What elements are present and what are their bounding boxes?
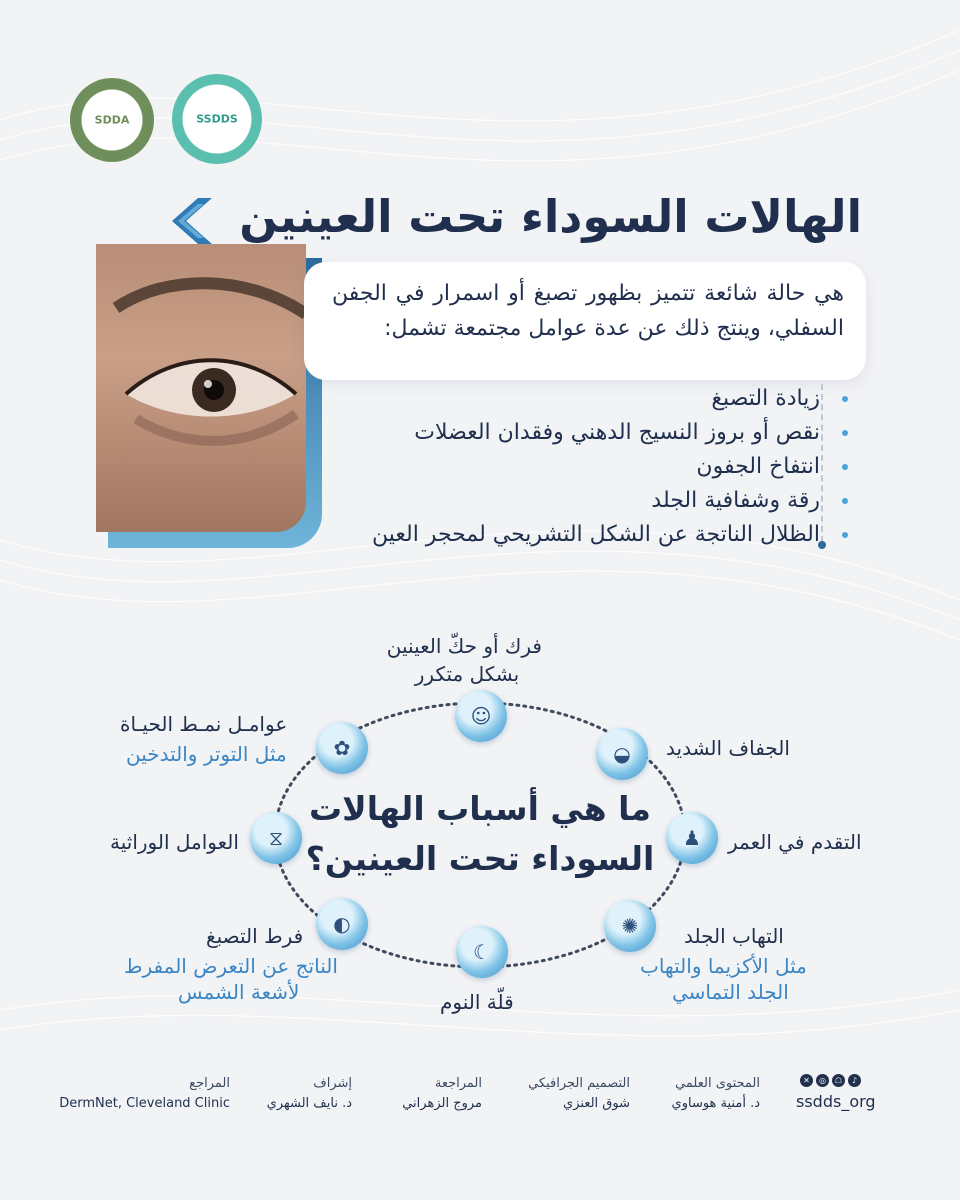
list-item bbox=[372, 416, 820, 450]
social-icons bbox=[800, 1074, 861, 1087]
bullet-dot-icon bbox=[842, 396, 848, 402]
list-item-text: رقة وشفافية الجلد bbox=[651, 488, 820, 513]
list-item-text: انتفاخ الجفون bbox=[696, 454, 820, 479]
x-icon[interactable]: ✕ bbox=[800, 1074, 813, 1087]
footer-review-heading: المراجعة bbox=[434, 1076, 482, 1091]
cause-lifestyle-sub: مثل التوتر والتدخين bbox=[126, 742, 287, 766]
tiktok-icon[interactable]: ♪ bbox=[848, 1074, 861, 1087]
social-handle[interactable]: ssdds_org bbox=[796, 1092, 876, 1111]
list-item-text: نقص أو بروز النسيج الدهني وفقدان العضلات bbox=[414, 420, 820, 445]
factor-list bbox=[372, 382, 820, 552]
snapchat-icon[interactable]: ☖ bbox=[832, 1074, 845, 1087]
footer-review bbox=[402, 1074, 482, 1114]
footer-content-heading: المحتوى العلمي bbox=[675, 1076, 760, 1091]
footer-design bbox=[528, 1074, 630, 1114]
lifestyle-icon: ✿ bbox=[316, 722, 368, 774]
sdda-logo-text: SDDA bbox=[94, 113, 130, 127]
sleeping-icon: ☾ bbox=[456, 926, 508, 978]
page-title: الهالات السوداء تحت العينين bbox=[239, 190, 862, 243]
skin-rash-icon: ✺ bbox=[604, 900, 656, 952]
rubbing-eyes-icon: ☺ bbox=[455, 690, 507, 742]
cause-pigmentation-sub2: لأشعة الشمس bbox=[178, 980, 300, 1004]
list-item bbox=[372, 484, 820, 518]
cause-pigmentation: فرط التصبغ bbox=[206, 924, 304, 948]
list-item bbox=[372, 382, 820, 416]
bullet-dot-icon bbox=[842, 464, 848, 470]
skin-pigment-icon: ◐ bbox=[316, 898, 368, 950]
footer-content bbox=[672, 1074, 760, 1114]
list-item-text: زيادة التصبغ bbox=[711, 386, 820, 411]
bullet-dot-icon bbox=[842, 498, 848, 504]
bullet-dot-icon bbox=[842, 532, 848, 538]
cause-rubbing-line2: بشكل متكرر bbox=[414, 662, 520, 686]
footer-supervision-heading: إشراف bbox=[313, 1076, 352, 1091]
ssdds-logo-text: SSDDS bbox=[196, 112, 238, 126]
cause-aging: التقدم في العمر bbox=[728, 830, 862, 854]
aging-people-icon: ♟ bbox=[666, 812, 718, 864]
causes-question: ما هي أسباب الهالات السوداء تحت العينين؟ bbox=[305, 789, 655, 878]
cause-genetics: العوامل الوراثية bbox=[110, 830, 239, 854]
intro-text-box: هي حالة شائعة تتميز بظهور تصبغ أو اسمرار في الجفن السفلي، وينتج ذلك عن عدة عوامل مجتمعة تشمل: bbox=[304, 262, 866, 380]
footer-content-value: د. أمنية هوساوي bbox=[671, 1096, 760, 1111]
cause-dermatitis-sub2: الجلد التماسي bbox=[672, 980, 789, 1004]
footer-references bbox=[59, 1074, 230, 1114]
instagram-icon[interactable]: ◎ bbox=[816, 1074, 829, 1087]
footer-design-value: شوق العنزي bbox=[563, 1096, 630, 1111]
dna-icon: ⧖ bbox=[250, 812, 302, 864]
list-item-text: الظلال الناتجة عن الشكل التشريحي لمحجر العين bbox=[372, 522, 820, 547]
sdda-logo bbox=[70, 78, 154, 162]
footer-supervision-value: د. نايف الشهري bbox=[266, 1096, 352, 1111]
bullet-connector-line bbox=[821, 384, 823, 542]
ssdds-logo bbox=[172, 74, 262, 164]
cause-pigmentation-sub1: الناتج عن التعرض المفرط bbox=[124, 954, 338, 978]
bullet-dot-icon bbox=[842, 430, 848, 436]
eye-photo bbox=[96, 244, 308, 532]
footer-references-heading: المراجع bbox=[189, 1076, 230, 1091]
footer-supervision bbox=[267, 1074, 352, 1114]
footer-design-heading: التصميم الجرافيكي bbox=[528, 1076, 630, 1091]
cause-lifestyle: عوامـل نمـط الحيـاة bbox=[120, 712, 288, 736]
chevron-left-icon bbox=[168, 196, 218, 246]
list-item bbox=[372, 518, 820, 552]
cause-dryness: الجفاف الشديد bbox=[666, 736, 790, 760]
cause-dermatitis-sub1: مثل الأكزيما والتهاب bbox=[640, 954, 807, 978]
cause-rubbing-line1: فرك أو حكّ العينين bbox=[386, 634, 542, 658]
cause-dermatitis: التهاب الجلد bbox=[684, 924, 784, 948]
cause-sleep: قلّة النوم bbox=[440, 990, 514, 1014]
footer-references-value: DermNet, Cleveland Clinic bbox=[59, 1096, 230, 1111]
eye-image bbox=[96, 244, 306, 532]
footer-review-value: مروج الزهراني bbox=[402, 1096, 482, 1111]
water-glass-icon: ◒ bbox=[596, 728, 648, 780]
list-item bbox=[372, 450, 820, 484]
